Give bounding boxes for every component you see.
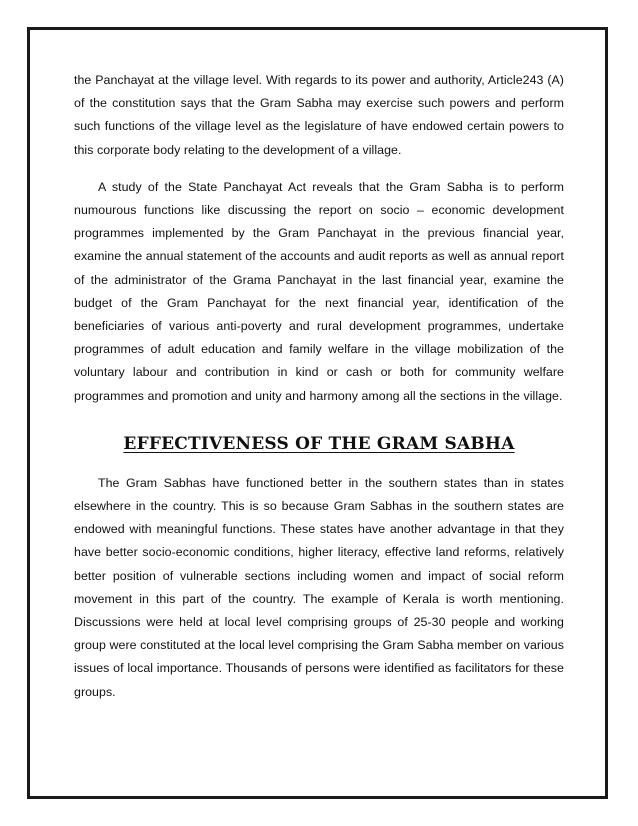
paragraph-state-panchayat-act: A study of the State Panchayat Act reveals that the Gram Sabha is to perform numourous functions like discussing the report on socio – economic development programmes implemented by the Gram Panchayat in the previous financial year, examine the annual statement of the accounts and audit reports as well as annual report of the administrator of the Grama Panchayat in the last financial year, examine the budget of the Gram Panchayat for the next financial year, identification of the beneficiaries of various anti-poverty and rural development programmes, undertake programmes of adult education and family welfare in the village mobilization of the voluntary labour and contribution in kind or cash or both for community welfare programmes and promotion and unity and harmony among all the sections in the village.: [74, 179, 564, 403]
paragraph-effectiveness: The Gram Sabhas have functioned better in the southern states than in states elsewhere in the country. This is so because Gram Sabhas in the southern states are endowed with meaningful functions. These states have another advantage in that they have better socio-economic conditions, higher literacy, effective land reforms, relatively better position of vulnerable sections including women and impact of social reform movement in this part of the country. The example of Kerala is worth mentioning. Discussions were held at local level comprising groups of 25-30 people and working group were constituted at the local level comprising the Gram Sabha member on various issues of local importance. Thousands of persons were identified as facilitators for these groups.: [74, 475, 564, 699]
paragraph-article243: the Panchayat at the village level. With regards to its power and authority, Article243 (A) of the constitution says that the Gram Sabha may exercise such powers and perform such functions of the village level as the legislature of have endowed certain powers to this corporate body relating to the development of a village.: [74, 73, 564, 157]
section-heading: EFFECTIVENESS OF THE GRAM SABHA: [123, 433, 515, 454]
paragraph-gap: [74, 162, 564, 176]
document-body: [74, 69, 564, 704]
